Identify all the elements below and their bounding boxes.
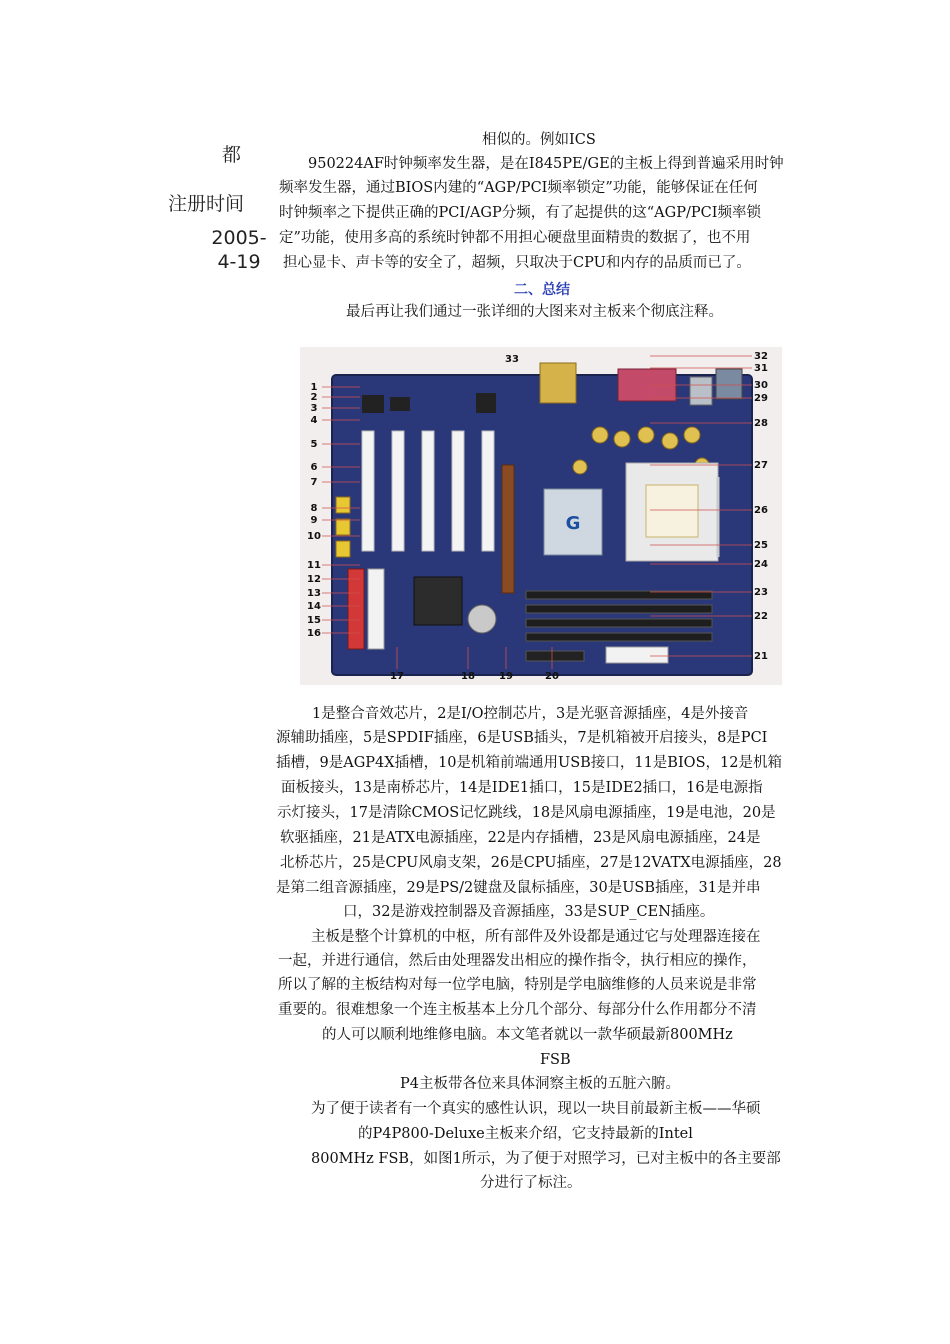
ide1-connector <box>348 569 364 649</box>
sidebar-register-time-label: 注册时间 <box>168 193 245 215</box>
cpu-socket-core <box>646 485 698 537</box>
figure-label-20: 20 <box>545 671 559 682</box>
usb-connector <box>690 377 712 405</box>
intro-line: 定”功能，使用多高的系统时钟都不用担心硬盘里面精贵的数据了，也不用 <box>279 230 751 246</box>
front-usb-headers <box>336 497 350 557</box>
legend-line: 口，32是游戏控制器及音源插座，33是SUP_CEN插座。 <box>343 904 715 920</box>
figure-label-27: 27 <box>754 460 768 471</box>
atx-power-connector <box>606 647 668 663</box>
sidebar-date-part1: 2005- <box>211 227 267 249</box>
legend-line: 1是整合音效芯片，2是I/O控制芯片，3是光驱音源插座，4是外接音 <box>312 706 749 722</box>
figure-label-12: 12 <box>307 574 321 585</box>
figure-label-30: 30 <box>754 380 768 391</box>
body-line: 重要的。很难想象一个连主板基本上分几个部分、每部分什么作用都分不清 <box>278 1002 757 1018</box>
body-line: 的P4P800-Deluxe主板来介绍，它支持最新的Intel <box>358 1126 693 1142</box>
sidebar-label-du: 都 <box>222 144 242 166</box>
figure-label-8: 8 <box>310 503 318 514</box>
figure-label-26: 26 <box>754 505 768 516</box>
cmos-battery <box>468 605 496 633</box>
sidebar-date-part2: 4-19 <box>217 251 261 273</box>
body-line: FSB <box>540 1052 571 1068</box>
intro-line: 相似的。例如ICS <box>482 132 596 148</box>
legend-line: 插槽，9是AGP4X插槽，10是机箱前端通用USB接口，11是BIOS，12是机箱 <box>276 755 782 771</box>
figure-label-9: 9 <box>310 515 318 526</box>
right-labels <box>754 351 768 662</box>
intro-line: 950224AF时钟频率发生器，是在I845PE/GE的主板上得到普遍采用时钟 <box>308 156 784 172</box>
intro-line: 时钟频率之下提供正确的PCI/AGP分频，有了起提供的这“AGP/PCI频率锁 <box>279 205 761 221</box>
figure-label-31: 31 <box>754 363 768 374</box>
section-heading: 二、总结 <box>514 282 570 298</box>
ps2-connector <box>716 369 742 399</box>
body-line: P4主板带各位来具体洞察主板的五脏六腑。 <box>400 1076 680 1092</box>
legend-line: 是第二组音源插座，29是PS/2键盘及鼠标插座，30是USB插座，31是并串 <box>276 880 761 896</box>
figure-label-32: 32 <box>754 351 768 362</box>
figure-label-18: 18 <box>461 671 475 682</box>
body-line: 为了便于读者有一个真实的感性认识，现以一块目前最新主板——华硕 <box>311 1101 761 1117</box>
figure-label-25: 25 <box>754 540 768 551</box>
figure-label-1: 1 <box>310 382 318 393</box>
body-line: 的人可以顺利地维修电脑。本文笔者就以一款华硕最新800MHz <box>322 1027 733 1043</box>
game-port-connector <box>540 363 576 403</box>
figure-label-19: 19 <box>499 671 513 682</box>
figure-label-5: 5 <box>310 439 318 450</box>
figure-label-33: 33 <box>505 354 519 365</box>
figure-label-16: 16 <box>307 628 321 639</box>
legend-line: 源辅助插座，5是SPDIF插座，6是USB插头，7是机箱被开启接头，8是PCI <box>276 730 768 746</box>
figure-label-6: 6 <box>310 462 318 473</box>
body-line: 所以了解的主板结构对每一位学电脑，特别是学电脑维修的人员来说是非常 <box>278 977 757 993</box>
legend-line: 北桥芯片，25是CPU风扇支架，26是CPU插座，27是12VATX电源插座，28 <box>280 855 782 871</box>
figure-label-10: 10 <box>307 531 321 542</box>
legend-line: 软驱插座，21是ATX电源插座，22是内存插槽，23是风扇电源插座，24是 <box>280 830 761 846</box>
summary-line: 最后再让我们通过一张详细的大图来对主板来个彻底注释。 <box>346 304 723 320</box>
body-line: 主板是整个计算机的中枢，所有部件及外设都是通过它与处理器连接在 <box>311 929 761 945</box>
figure-label-17: 17 <box>390 671 404 682</box>
intro-line: 担心显卡、声卡等的安全了，超频，只取决于CPU和内存的品质而已了。 <box>283 255 751 271</box>
figure-label-29: 29 <box>754 393 768 404</box>
figure-label-2: 2 <box>310 392 318 403</box>
board-logo-text: G <box>565 513 581 534</box>
southbridge-chip <box>414 577 462 625</box>
io-chip <box>476 393 496 413</box>
figure-label-28: 28 <box>754 418 768 429</box>
figure-label-21: 21 <box>754 651 768 662</box>
intro-line: 频率发生器，通过BIOS内建的“AGP/PCI频率锁定”功能，能够保证在任何 <box>279 180 758 196</box>
legend-line: 示灯接头，17是清除CMOS记忆跳线，18是风扇电源插座，19是电池，20是 <box>277 805 776 821</box>
figure-label-13: 13 <box>307 588 321 599</box>
figure-label-7: 7 <box>310 477 318 488</box>
figure-label-15: 15 <box>307 615 321 626</box>
figure-label-22: 22 <box>754 611 768 622</box>
floppy-connector <box>526 651 584 661</box>
body-line: 800MHz FSB，如图1所示，为了便于对照学习，已对主板中的各主要部 <box>311 1151 781 1167</box>
figure-label-23: 23 <box>754 587 768 598</box>
figure-label-11: 11 <box>307 560 321 571</box>
audio-chip <box>362 395 384 413</box>
figure-label-3: 3 <box>310 403 318 414</box>
body-line: 一起，并进行通信，然后由处理器发出相应的操作指令，执行相应的操作， <box>278 953 757 969</box>
legend-line: 面板接头，13是南桥芯片，14是IDE1插口，15是IDE2插口，16是电源指 <box>281 780 763 796</box>
body-line: 分进行了标注。 <box>480 1175 582 1191</box>
ide2-connector <box>368 569 384 649</box>
agp-slot <box>502 465 514 593</box>
figure-label-24: 24 <box>754 559 768 570</box>
figure-label-14: 14 <box>307 601 321 612</box>
figure-label-4: 4 <box>310 415 318 426</box>
motherboard-diagram <box>300 347 782 685</box>
